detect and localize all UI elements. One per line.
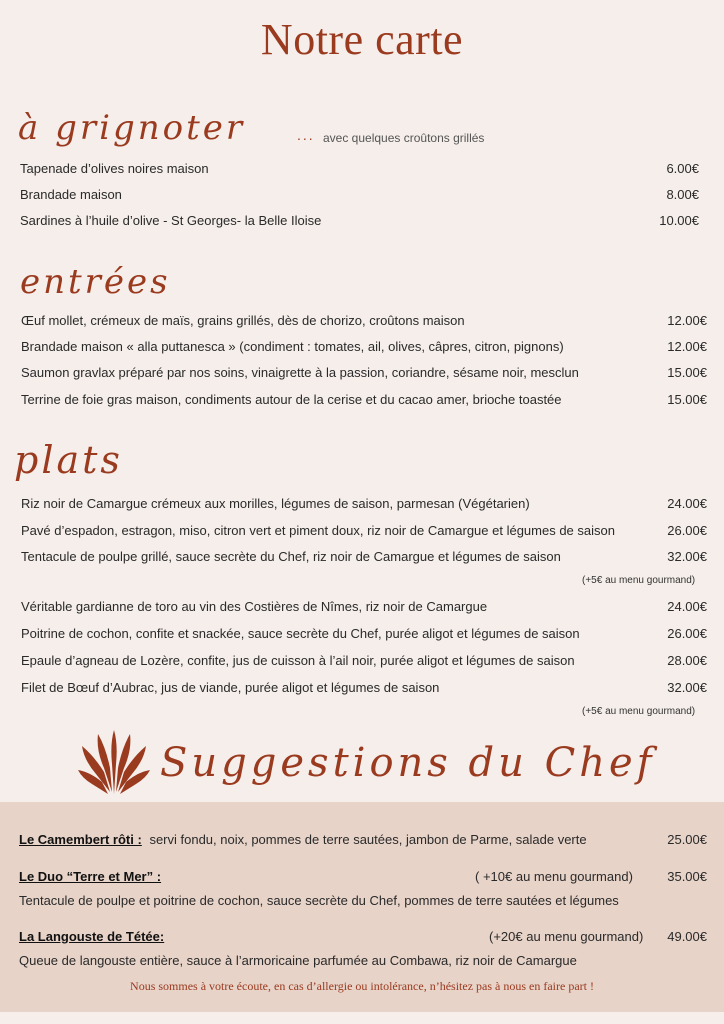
section-heading-entrees: entrées (20, 262, 171, 302)
chef-item-price: 35.00€ (667, 869, 707, 884)
item-name: Terrine de foie gras maison, condiments autour de la cerise et du cacao amer, brioche toastée (21, 392, 562, 407)
item-price: 12.00€ (667, 313, 707, 328)
item-price: 6.00€ (666, 161, 699, 176)
shell-fan-icon (78, 724, 150, 796)
chef-item-label: Le Camembert rôti : (19, 832, 142, 847)
item-price: 32.00€ (667, 680, 707, 695)
heading-dots: ... (297, 127, 315, 143)
section-heading-grignoter: à grignoter (18, 108, 246, 148)
gourmand-note: (+5€ au menu gourmand) (582, 706, 696, 717)
allergy-note: Nous sommes à votre écoute, en cas d’allergie ou intolérance, n’hésitez pas à nous en faire part ! (130, 979, 594, 993)
gourmand-note: (+5€ au menu gourmand) (582, 575, 696, 586)
chef-item-price: 25.00€ (667, 832, 707, 847)
item-name: Tentacule de poulpe grillé, sauce secrète du Chef, riz noir de Camargue et légumes de saison (21, 549, 561, 564)
page-title: Notre carte (260, 15, 464, 64)
item-name: Sardines à l’huile d’olive - St Georges- la Belle Iloise (20, 213, 322, 228)
item-name: Poitrine de cochon, confite et snackée, sauce secrète du Chef, purée aligot et légumes de saison (21, 626, 580, 641)
item-price: 12.00€ (667, 339, 707, 354)
chef-item-desc: servi fondu, noix, pommes de terre sautées, jambon de Parme, salade verte (149, 832, 587, 847)
item-price: 15.00€ (667, 365, 707, 380)
item-name: Œuf mollet, crémeux de maïs, grains grillés, dès de chorizo, croûtons maison (21, 313, 465, 328)
item-price: 8.00€ (666, 187, 699, 202)
item-name: Saumon gravlax préparé par nos soins, vinaigrette à la passion, coriandre, sésame noir, mesclun (21, 365, 579, 380)
chef-item-label: La Langouste de Tétée: (19, 929, 165, 944)
chef-item-label: Le Duo “Terre et Mer” : (19, 869, 162, 884)
section-heading-plats: plats (14, 438, 123, 482)
item-price: 24.00€ (667, 496, 707, 511)
section-heading-chef: Suggestions du Chef (160, 740, 656, 786)
chef-item-desc: Queue de langouste entière, sauce à l’armoricaine parfumée au Combawa, riz noir de Camargue (19, 953, 577, 968)
item-name: Véritable gardianne de toro au vin des Costières de Nîmes, riz noir de Camargue (21, 599, 488, 614)
item-price: 26.00€ (667, 523, 707, 538)
item-name: Tapenade d’olives noires maison (20, 161, 209, 176)
item-name: Brandade maison (20, 187, 122, 202)
chef-item-supplement: (+20€ au menu gourmand) (489, 929, 644, 944)
chef-item-supplement: ( +10€ au menu gourmand) (475, 869, 633, 884)
chef-item-duo (19, 869, 707, 885)
item-price: 32.00€ (667, 549, 707, 564)
item-price: 28.00€ (667, 653, 707, 668)
section-subtitle: avec quelques croûtons grillés (323, 131, 485, 145)
chef-item-desc: Tentacule de poulpe et poitrine de cochon, sauce secrète du Chef, pommes de terre sautées et légumes (19, 893, 619, 908)
item-price: 26.00€ (667, 626, 707, 641)
item-price: 10.00€ (659, 213, 699, 228)
item-name: Epaule d’agneau de Lozère, confite, jus de cuisson à l’ail noir, purée aligot et légumes de saison (21, 653, 575, 668)
chef-item-langouste (19, 929, 707, 945)
item-name: Riz noir de Camargue crémeux aux morilles, légumes de saison, parmesan (Végétarien) (21, 496, 530, 511)
item-name: Filet de Bœuf d’Aubrac, jus de viande, purée aligot et légumes de saison (21, 680, 440, 695)
item-name: Brandade maison « alla puttanesca » (condiment : tomates, ail, olives, câpres, citron, pignons) (21, 339, 564, 354)
item-name: Pavé d’espadon, estragon, miso, citron vert et piment doux, riz noir de Camargue et légumes de saison (21, 523, 615, 538)
item-price: 15.00€ (667, 392, 707, 407)
chef-item-price: 49.00€ (667, 929, 707, 944)
item-price: 24.00€ (667, 599, 707, 614)
chef-item-camembert (19, 832, 707, 848)
